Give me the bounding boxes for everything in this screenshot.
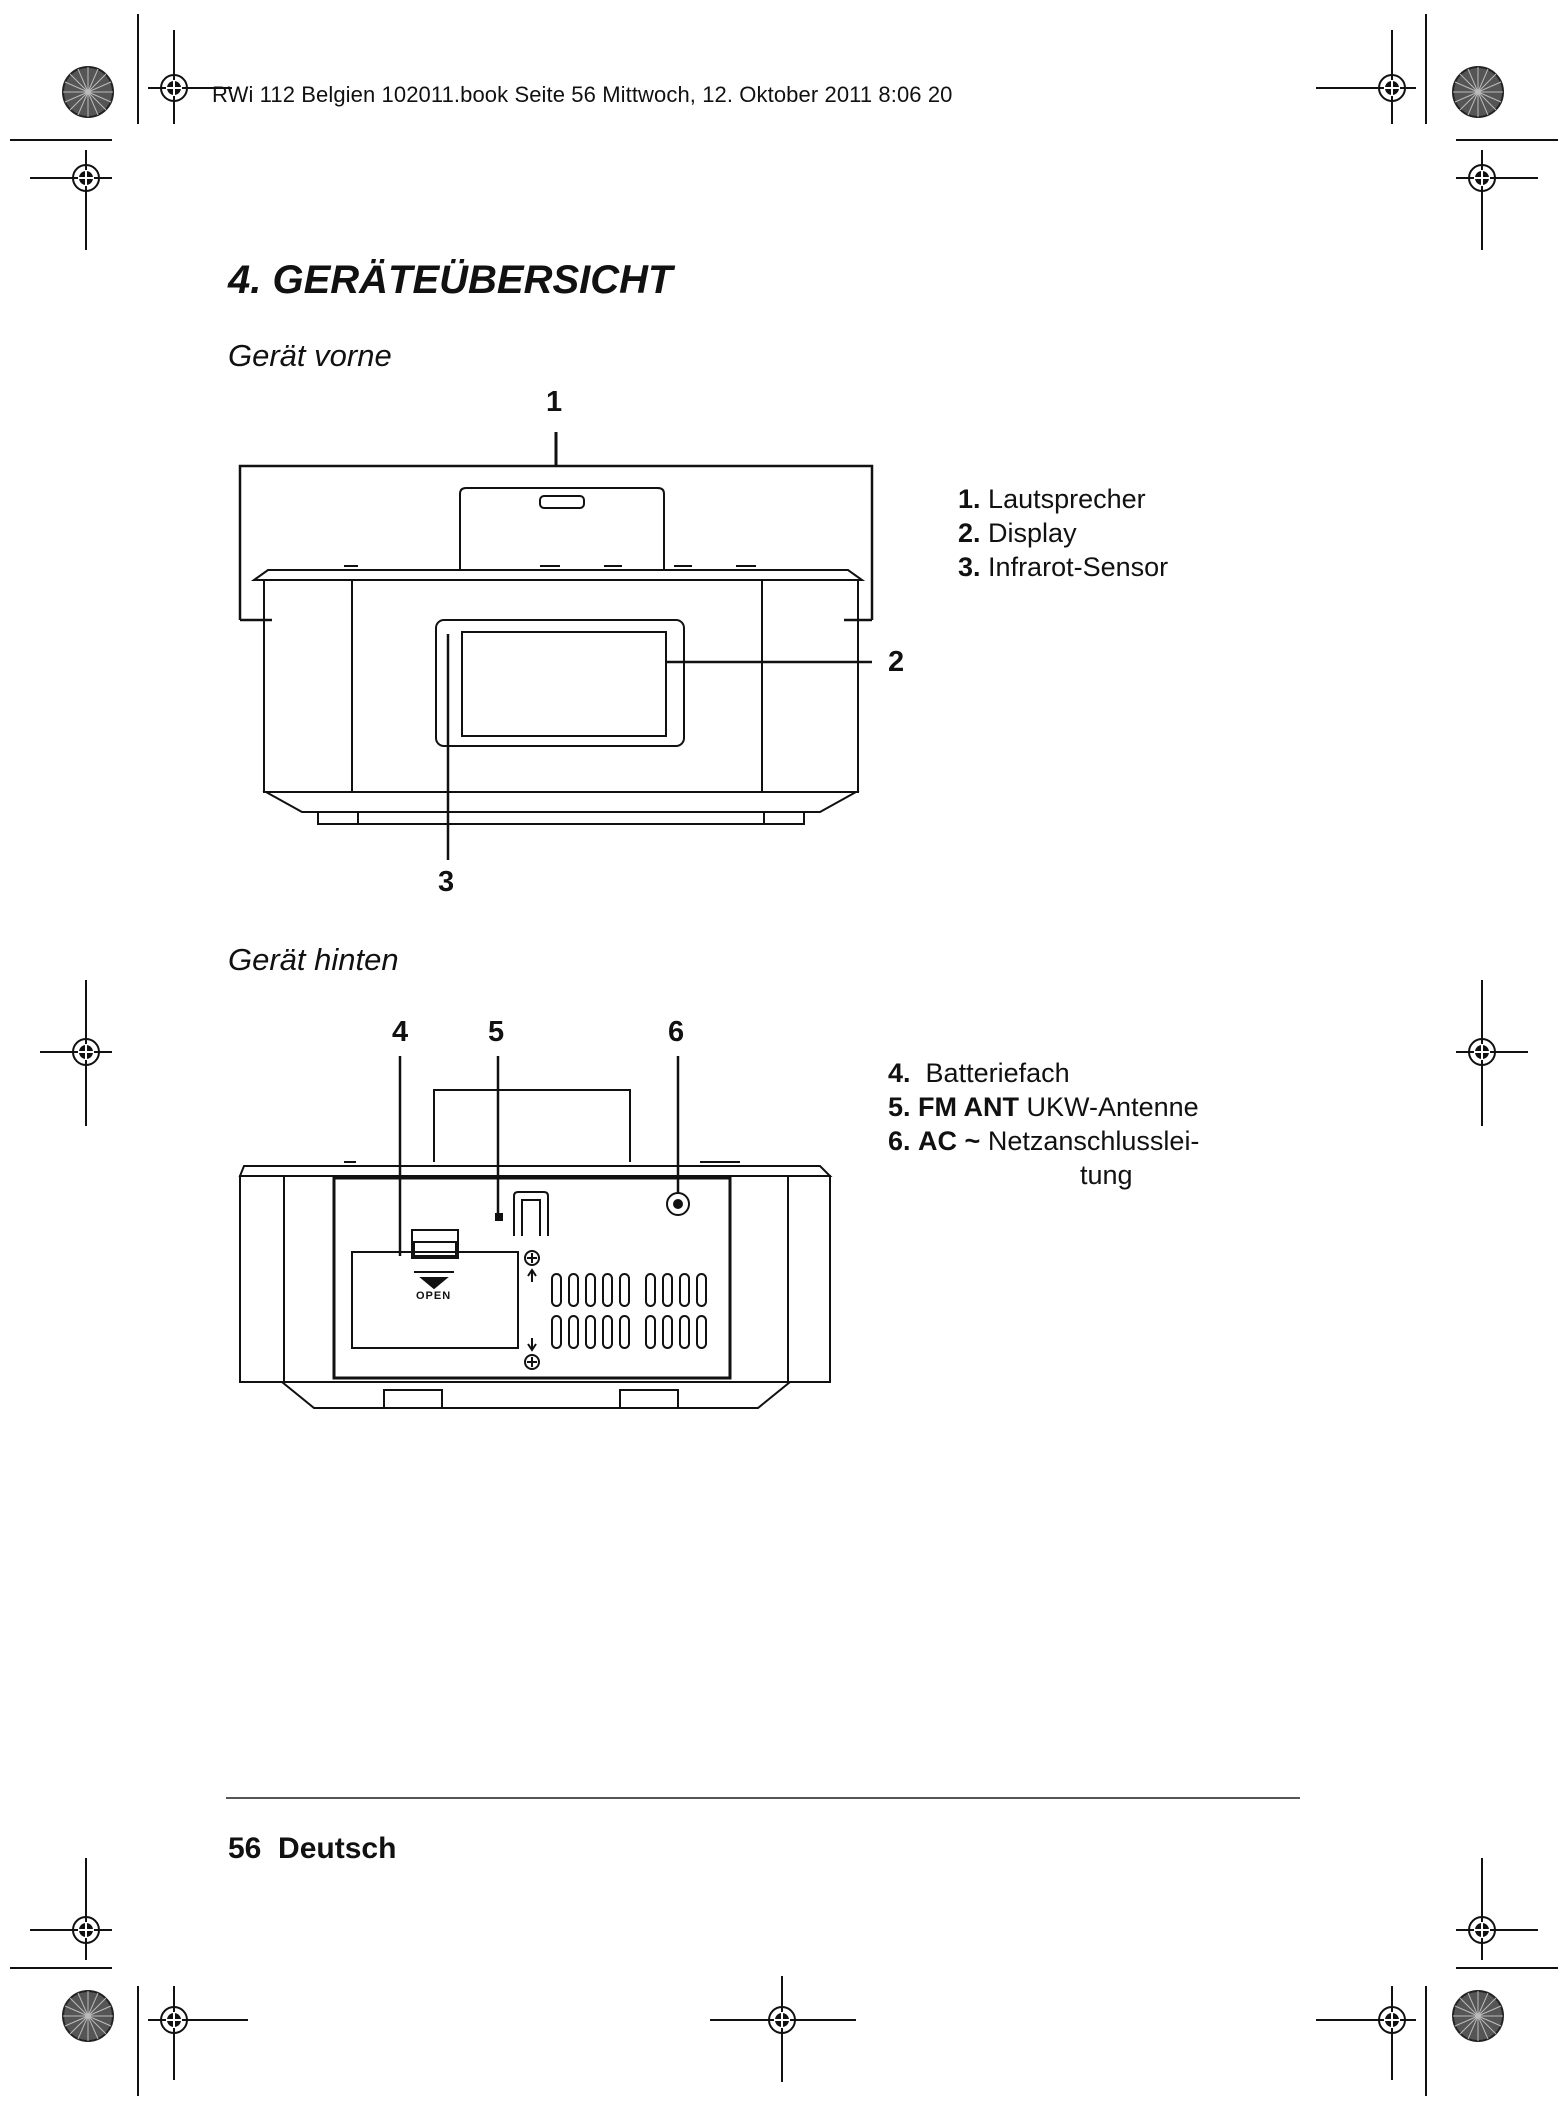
callout-5: 5 — [488, 1016, 505, 1048]
legend-text: Lautsprecher — [988, 484, 1146, 514]
crosshair-mark-bottom-right-2 — [1316, 1986, 1416, 2080]
crosshair-mark-middle-left — [40, 980, 112, 1126]
front-view-heading: Gerät vorne — [228, 338, 392, 373]
legend-item-1 — [958, 482, 1168, 516]
legend-term: FM ANT — [918, 1092, 1020, 1122]
page-number: 56 — [228, 1832, 262, 1865]
legend-num: 3. — [958, 552, 981, 582]
legend-text: Batteriefach — [925, 1058, 1070, 1088]
legend-num: 2. — [958, 518, 981, 548]
legend-num: 6. — [888, 1126, 911, 1156]
crosshair-mark-top-right-1 — [1316, 30, 1416, 124]
callout-6: 6 — [668, 1016, 685, 1048]
starburst-mark-bottom-right — [1453, 1991, 1503, 2041]
print-info-header: RWi 112 Belgien 102011.book Seite 56 Mittwoch, 12. Oktober 2011 8:06 20 — [212, 82, 953, 107]
crosshair-mark-top-right-2 — [1456, 150, 1538, 250]
crosshair-mark-top-left-1 — [148, 30, 232, 124]
front-legend — [958, 482, 1168, 584]
legend-item-3 — [958, 550, 1168, 584]
page-footer — [228, 1832, 396, 1866]
legend-text: Display — [988, 518, 1077, 548]
legend-text: tung — [1080, 1160, 1133, 1190]
back-view-heading: Gerät hinten — [228, 942, 399, 977]
section-title: 4. GERÄTEÜBERSICHT — [228, 258, 673, 302]
callout-4: 4 — [392, 1016, 409, 1048]
battery-open-label: OPEN — [416, 1290, 452, 1302]
legend-item-6 — [888, 1124, 1199, 1158]
crosshair-mark-bottom-left-2 — [148, 1986, 248, 2080]
crosshair-mark-bottom-right-1 — [1456, 1858, 1538, 1960]
legend-item-5 — [888, 1090, 1199, 1124]
legend-item-6-continued — [888, 1158, 1199, 1192]
legend-item-2 — [958, 516, 1168, 550]
crosshair-mark-bottom-left-1 — [30, 1858, 112, 1960]
legend-term: AC ~ — [918, 1126, 981, 1156]
crosshair-mark-middle-right — [1456, 980, 1528, 1126]
starburst-mark-top-left — [63, 67, 113, 117]
legend-num: 4. — [888, 1058, 911, 1088]
legend-text: Netzanschlusslei- — [987, 1126, 1200, 1156]
starburst-mark-bottom-left — [63, 1991, 113, 2041]
legend-text: Infrarot-Sensor — [988, 552, 1169, 582]
footer-divider — [226, 1797, 1300, 1799]
starburst-mark-top-right — [1453, 67, 1503, 117]
legend-num: 1. — [958, 484, 981, 514]
callout-2: 2 — [888, 646, 905, 678]
back-legend — [888, 1056, 1199, 1192]
legend-num: 5. — [888, 1092, 911, 1122]
crosshair-mark-bottom-center — [710, 1976, 856, 2082]
callout-3: 3 — [438, 866, 455, 898]
crosshair-mark-top-left-2 — [30, 150, 112, 250]
legend-item-4 — [888, 1056, 1199, 1090]
legend-text: UKW-Antenne — [1026, 1092, 1199, 1122]
callout-1: 1 — [546, 386, 563, 418]
footer-language: Deutsch — [278, 1832, 397, 1865]
